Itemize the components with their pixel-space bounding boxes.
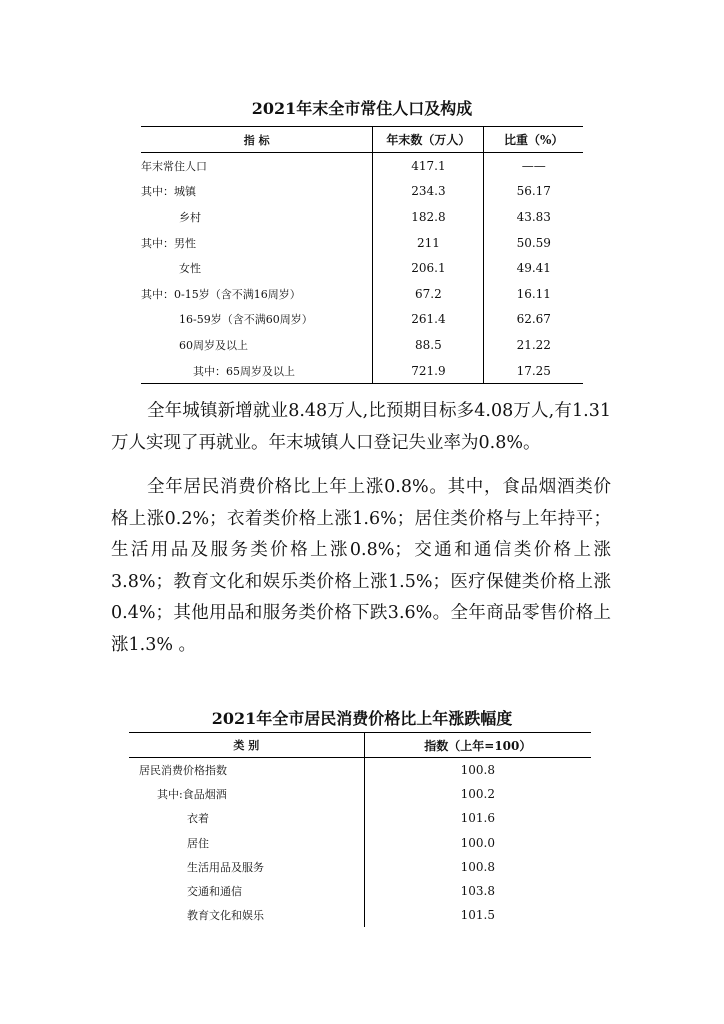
row-label: 年末常住人口 [141,153,373,179]
row-value: 234.3 [373,179,484,205]
row-share: —— [521,158,546,173]
row-value: 721.9 [373,358,484,384]
table-row [129,903,591,927]
row-value: 417.1 [373,153,484,179]
row-value: 100.0 [460,835,495,850]
price-index-table-title: 2021年全市居民消费价格比上年涨跌幅度 [211,709,513,728]
population-table-title: 2021年末全市常住人口及构成 [251,99,473,118]
row-value: 101.6 [460,811,495,826]
row-share: 49.41 [516,261,551,276]
row-label: 女性 [141,255,373,281]
table-row [129,855,591,879]
row-value: 211 [373,230,484,256]
column-header-indicator: 指 标 [141,127,373,153]
row-share: 50.59 [516,235,551,250]
row-share: 16.11 [516,286,551,301]
row-label: 其中：65周岁及以上 [141,358,373,384]
row-share: 43.83 [516,209,551,224]
row-label: 生活用品及服务 [129,855,364,879]
table-row [141,255,583,281]
table-row [129,806,591,830]
row-share: 62.67 [516,312,551,327]
row-share: 56.17 [516,184,551,199]
row-label: 居民消费价格指数 [129,758,364,783]
row-label: 衣着 [129,806,364,830]
row-value: 88.5 [373,332,484,358]
row-label: 16-59岁（含不满60周岁） [141,307,373,333]
row-label: 教育文化和娱乐 [129,903,364,927]
table-row [141,332,583,358]
row-value: 261.4 [373,307,484,333]
column-header-share: 比重（%） [484,127,583,153]
table-row [141,307,583,333]
consumer-price-paragraph: 全年居民消费价格比上年上涨0.8%。其中，食品烟酒类价格上涨0.2%；衣着类价格上涨1.6%；居住类价格与上年持平；生活用品及服务类价格上涨0.8%；交通和通信类价格上涨3.8%；教育文化和娱乐类价格上涨1.5%；医疗保健类价格上涨0.4%；其他用品和服务类价格下跌3.6%。全年商品零售价格上涨1.3% 。 [111,477,611,655]
employment-paragraph: 全年城镇新增就业8.48万人,比预期目标多4.08万人,有1.31万人实现了再就业。年末城镇人口登记失业率为0.8%。 [111,401,611,453]
table-row [141,230,583,256]
row-value: 182.8 [373,204,484,230]
table-row [129,879,591,903]
population-table [141,126,583,384]
row-label: 居住 [129,831,364,855]
row-label: 其中：0-15岁（含不满16周岁） [141,281,373,307]
row-label: 60周岁及以上 [141,332,373,358]
row-value: 67.2 [373,281,484,307]
row-value: 206.1 [373,255,484,281]
table-row [141,358,583,384]
row-share: 21.22 [516,337,551,352]
table-header-row [141,127,583,153]
column-header-year-end: 年末数（万人） [373,127,484,153]
row-value: 100.8 [460,763,495,778]
row-value: 103.8 [460,884,495,899]
row-value: 100.8 [460,859,495,874]
table-row [129,831,591,855]
table-row [141,281,583,307]
row-value: 101.5 [460,908,495,923]
row-value: 100.2 [460,787,495,802]
table-row [129,758,591,783]
row-label: 其中：城镇 [141,179,373,205]
row-label: 乡村 [141,204,373,230]
price-index-table [129,732,591,927]
table-row [129,782,591,806]
column-header-index: 指数（上年=100） [364,733,591,758]
table-row [141,179,583,205]
table-header-row [129,733,591,758]
table-row [141,204,583,230]
row-label: 其中：男性 [141,230,373,256]
row-share: 17.25 [484,358,583,384]
row-label: 其中:食品烟酒 [129,782,364,806]
row-label: 交通和通信 [129,879,364,903]
column-header-category: 类 别 [129,733,364,758]
table-row [141,153,583,179]
